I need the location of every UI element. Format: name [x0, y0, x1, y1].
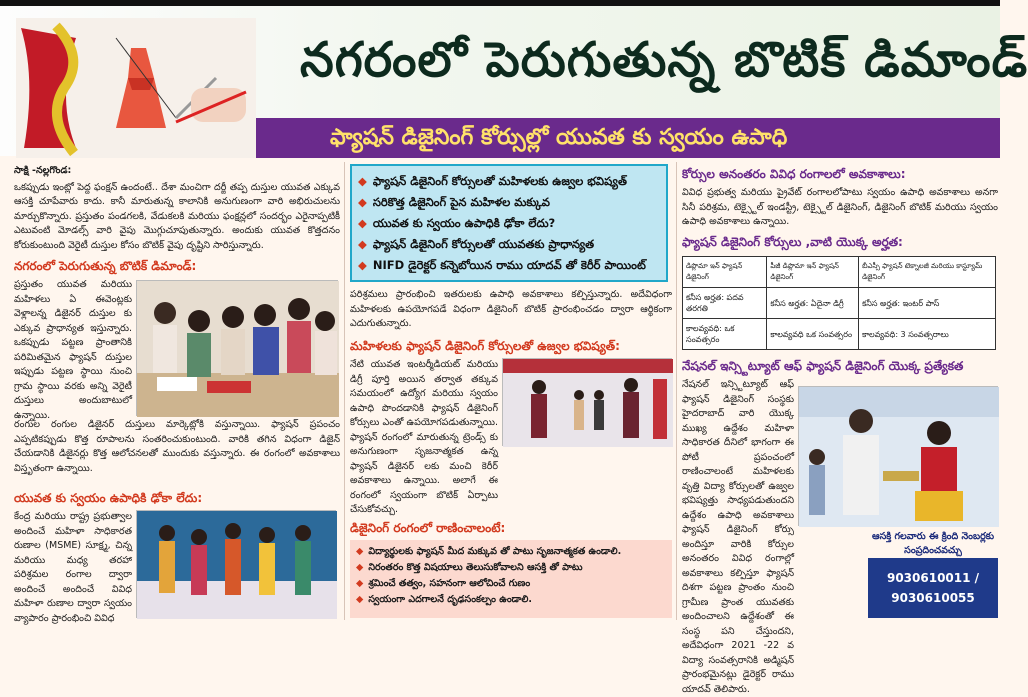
paragraph: నేటి యువత ఇంటర్మీడియట్ మరియు డిగ్రీ పూర్తి అయిన తర్వాత తక్కువ సమయంలో ఉద్యోగ మరియు స్వయం ఉపాధి పొందడానికి ఫ్యాషన్ డిజైనింగ్ కోర్సులు ఎంతో ఉపయోగపడుతున్నాయి. ఫ్యాషన్ రంగంలో మారుతున్న ట్రెండ్స్ కు అనుగుణంగా సృజనాత్మకత ఉన్న ఫ్యాషన్ డిజైనర్ లకు మంచి కెరీర్ అవకాశాలు ఉన్నాయి. అలాగే ఈ రంగంలో స్వయంగా బొటిక్ ఏర్పాటు చేసుకోవచ్చు. [350, 359, 498, 515]
key-points-box [350, 164, 668, 282]
phone-number[interactable]: 9030610011 / [886, 571, 980, 585]
table-cell: బీఎస్సీ ఫ్యాషన్ టెక్నాలజీ మరియు కాస్ట్యూమ్ డిజైనింగ్ [859, 257, 996, 288]
tip-item: ◆ నిరంతరం కొత్త విషయాలు తెలుసుకోవాలని ఆసక్తి తో పాటు [356, 562, 583, 573]
qualification-table [682, 256, 996, 350]
diamond-bullet-icon: ◆ [356, 562, 364, 573]
col2-heading2-wrap [350, 518, 672, 538]
dateline: సాక్షి -నల్లగొండ: [14, 165, 72, 176]
col2-para1-cont [350, 448, 672, 516]
key-point: ◆ ఫ్యాషన్ డిజైనింగ్ కోర్సులతో మహిళలకు ఉజ్వల భవిష్యత్ [358, 174, 627, 188]
diamond-bullet-icon: ◆ [356, 594, 364, 605]
col1-para1b-wrap [14, 418, 340, 488]
diamond-bullet-icon: ◆ [358, 216, 367, 230]
paragraph: పరిశ్రమలు ప్రారంభించి ఇతరులకు ఉపాధి అవకాశాలు కల్పిస్తున్నారు. అదేవిధంగా మహిళలకు ఉపయోగపడే విధంగా డిజైనింగ్ బొటిక్ ప్రారంభించడం ద్వారా ఆర్థికంగా ఎదుగుతున్నారు. [350, 289, 672, 329]
tip-item: ◆ శ్రమించే తత్వం, సహనంగా ఆలోచించే గుణం [356, 578, 531, 589]
table-cell: కనీస అర్హత: ఇంటర్ పాస్ [859, 288, 996, 319]
col3-heading1-wrap [682, 164, 998, 184]
table-cell: కనీస అర్హత: ఏదైనా డిగ్రీ [767, 288, 859, 319]
intro-paragraph: ఒకప్పుడు ఇంట్లో పెద్ద ఫంక్షన్ ఉందంటే.. దేశా మంచిగా దర్జీ తప్ప దుస్తుల యువత ఎక్కువ ఆసక్తి చూపేవారు కాదు. కానీ మారుతున్న కాలానికి అనుగుణంగా వారి అభిరుచులను మార్చుకొన్నారు. ప్రస్తుతం పండగలకి, వేడుకలకి మరియు ఫంక్షన్లలో సందర్భం ఎరైనాప్పటికీ ఎటువంటి మోడల్స్ వారి వైపు మొగ్గుచూపుతున్నారు. అందుకు యువత కొత్తదనం కోరుకుంటుంది వెరైటీ దుస్తుల కోసం బొటిక్ వైపు దృష్టిని సారిస్తున్నారు. [14, 181, 340, 251]
award-photo [798, 386, 998, 526]
section-heading: కోర్సుల అనంతరం వివిధ రంగాలలో అవకాశాలు: [682, 167, 906, 181]
fashion-design-illustration [16, 18, 256, 158]
key-point: ◆ NIFD డైరెక్టర్ కన్నెబోయిన రాము యాదవ్ తో కెరీర్ పాయింట్ [358, 258, 646, 272]
key-point: ◆ యువత కు స్వయం ఉపాధికి ఢోకా లేదు? [358, 216, 556, 230]
column-divider [676, 162, 677, 620]
tips-box [350, 540, 672, 618]
section-heading: నేషనల్ ఇన్స్టిట్యూట్ ఆఫ్ ఫ్యాషన్ డిజైనింగ్ యొక్క ప్రత్యేకత [682, 359, 964, 373]
col1-para1a-wrap [14, 278, 132, 428]
col2-heading1-wrap [350, 336, 672, 356]
students-photo [136, 280, 338, 416]
col1-heading2-wrap [14, 488, 340, 508]
table-cell: కాలవ్యవధి ఒక సంవత్సరం [767, 319, 859, 350]
diamond-bullet-icon: ◆ [356, 546, 364, 557]
key-point: ◆ సరికొత్త డిజైనింగ్ పైన మహిళల మక్కువ [358, 195, 550, 209]
diamond-bullet-icon: ◆ [358, 195, 367, 209]
paragraph: రంగుల రంగుల డిజైనర్ దుస్తులు మార్కెట్లోకి వస్తున్నాయి. ఫ్యాషన్ ప్రపంచం ఎప్పటికప్పుడు కొత్త రూపాలను సంతరించుకుంటుంది. వారికి తగిన విధంగా డిజైన్ చేయడానికి డిజైనర్లు కొత్త ఆలోచనలతో ముందుకు వస్తున్నారు. ఈ రంగంలో అవకాశాలు విస్తృతంగా ఉన్నాయి. [14, 419, 340, 474]
tip-item: ◆ స్వయంగా ఎదగాలనే దృఢసంకల్పం ఉండాలి. [356, 594, 532, 605]
table-cell: పీజీ డిప్లొమా ఇన్ ఫ్యాషన్ డిజైనింగ్ [767, 257, 859, 288]
phone-numbers [868, 558, 998, 618]
paragraph: నేషనల్ ఇన్స్టిట్యూట్ ఆఫ్ ఫ్యాషన్ డిజైనింగ్ సంస్థకు హైదరాబాద్ వారి యొక్క ముఖ్య ఉద్దేశం మహిళా సాధికారత దీనిలో భాగంగా ఈ పోటీ ప్రపంచంలో రాణించాలంటే మహిళలకు వృత్తి విద్యా కోర్సులతో ఉజ్వల భవిష్యత్తు సాధ్యపడుతుందని ఉద్దేశం ఉపాధి అవకాశాలు ఫ్యాషన్ డిజైనింగ్ కోర్సు అందిస్తూ వారికి కోర్సుల అనంతరం వివిధ రంగాల్లో అవకాశాలు కల్పిస్తూ ఫ్యాషన్ దిశగా పట్టణ ప్రాంతం నుంచి గ్రామీణ ప్రాంత యువతకు అందించాలని ఉద్దేశంతో ఈ సంస్థ పని చేస్తుందని, అదేవిధంగా 2021 -22 వ విద్యా సంవత్సరానికి అడ్మిషన్ ప్రారంభమైనట్లు డైరెక్టర్ రాము యాదవ్ తెలిపారు. [682, 379, 794, 695]
col3-para1-wrap [682, 186, 998, 232]
col1-heading1-wrap [14, 256, 340, 276]
col2-para0-wrap [350, 288, 672, 336]
phone-number[interactable]: 9030610055 [891, 591, 975, 605]
diamond-bullet-icon: ◆ [358, 237, 367, 251]
paragraph: కేంద్ర మరియు రాష్ట్ర ప్రభుత్వాల అందించే మహిళా సాధికారత రుణాల (MSME) సూక్ష్మ, చిన్న మరియు మధ్య తరహా పరిశ్రమల రంగాల ద్వారా అందించే అందించే వివిధ మహిళా రుణాల ద్వారా స్వయం వ్యాపారం ప్రారంభించి వివిధ [14, 511, 132, 624]
diamond-bullet-icon: ◆ [356, 578, 364, 589]
column-divider [344, 162, 345, 620]
diamond-bullet-icon: ◆ [358, 258, 367, 272]
paragraph: వివిధ ప్రభుత్వ మరియు ప్రైవేట్ రంగాలలోపాటు స్వయం ఉపాధి అవకాశాలు అనగా సినీ పరిశ్రమ, టెక్స్టైల్ ఇండస్ట్రీ, టెక్స్టైల్ డిజైనింగ్, డిజైనింగ్ బొటిక్ మరియు స్వయం ఉపాధి అవకాశాలు ఉన్నాయి. [682, 187, 998, 227]
col3-heading3-wrap [682, 356, 998, 376]
diamond-bullet-icon: ◆ [358, 174, 367, 188]
subhead: ఫ్యాషన్ డిజైనింగ్ కోర్సుల్లో యువత కు స్వయం ఉపాధి [330, 125, 788, 150]
col3-heading2-wrap [682, 232, 998, 252]
table-row [683, 257, 996, 288]
table-cell: కాలవ్యవధి: 3 సంవత్సరాలు [859, 319, 996, 350]
section-heading: నగరంలో పెరుగుతున్న బొటిక్ డిమాండ్: [14, 259, 197, 273]
section-heading: ఫ్యాషన్ డిజైనింగ్ కోర్సులు ,వాటి యొక్క అర్హత: [682, 235, 903, 249]
table-cell: డిప్లొమా ఇన్ ఫ్యాషన్ డిజైనింగ్ [683, 257, 767, 288]
runway-photo [502, 358, 672, 446]
col3-para3-wrap [682, 378, 794, 695]
table-cell: కాలవ్యవధి: ఒక సంవత్సరం [683, 319, 767, 350]
section-heading: మహిళలకు ఫ్యాషన్ డిజైనింగ్ కోర్సులతో ఉజ్వల భవిష్యత్: [350, 339, 620, 353]
col1-para2-wrap [14, 510, 132, 624]
table-row [683, 319, 996, 350]
tip-item: ◆ విద్యార్థులకు ఫ్యాషన్ మీద మక్కువ తో పాటు సృజనాత్మకత ఉండాలి. [356, 546, 622, 557]
paragraph: ప్రస్తుతం యువత మరియు మహిళలు ఏ ఈవెంట్లకు వెళ్లాలన్న డిజైనర్ దుస్తుల కు ఎక్కువ ప్రాధాన్యత ఇస్తున్నారు. ఒకప్పుడు పట్టణ ప్రాంతానికి పరిమితమైన ఫ్యాషన్ దుస్తుల ఇప్పుడు పట్టణ స్థాయి నుంచి గ్రామ స్థాయి వరకు అన్ని వెరైటీ దుస్తులు అందుబాటులో ఉన్నాయి. [14, 279, 132, 421]
section-heading: యువత కు స్వయం ఉపాధికి ఢోకా లేదు: [14, 491, 203, 505]
table-cell: కనీస అర్హత: పదవ తరగతి [683, 288, 767, 319]
key-point: ◆ ఫ్యాషన్ డిజైనింగ్ కోర్సులతో యువతకు ప్రాధాన్యత [358, 237, 595, 251]
section-heading: డిజైనింగ్ రంగంలో రాణించాలంటే: [350, 521, 506, 535]
table-row [683, 288, 996, 319]
contact-box [868, 528, 998, 618]
contact-label: ఆసక్తి గలవారు ఈ క్రింది నెంబర్లకు సంప్రదించవచ్చు [871, 531, 994, 556]
headline: నగరంలో పెరుగుతున్న బొటిక్ డిమాండ్ [300, 32, 1028, 88]
fashion-show-photo [136, 510, 336, 618]
